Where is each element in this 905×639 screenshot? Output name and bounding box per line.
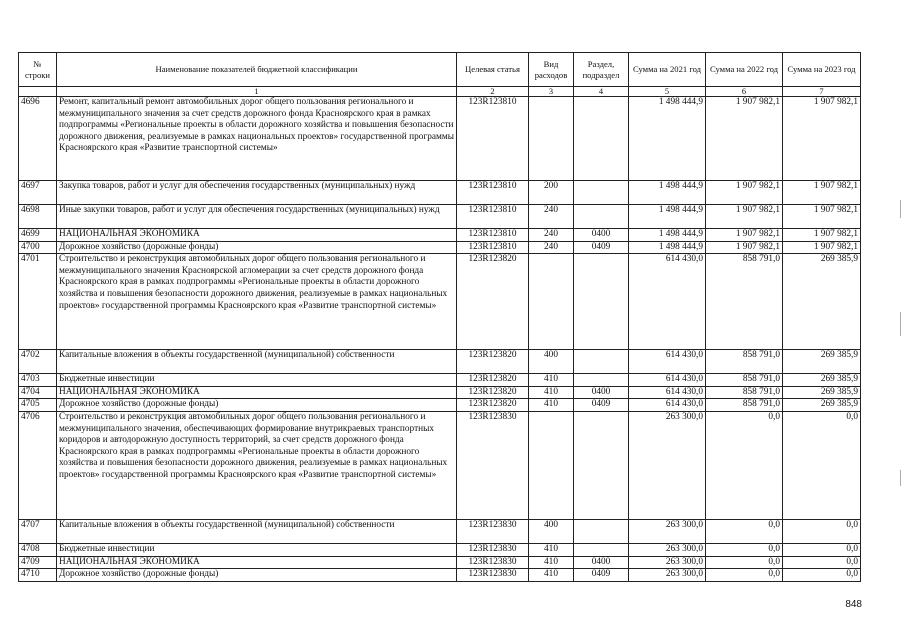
- cell-name: Бюджетные инвестиции: [57, 374, 457, 387]
- cell-target-article: 123R123830: [457, 543, 529, 556]
- column-number: 1: [57, 87, 457, 97]
- cell-target-article: 123R123810: [457, 205, 529, 229]
- cell-name: Капитальные вложения в объекты государственной (муниципальной) собственности: [57, 350, 457, 374]
- cell-sum-2022: 0,0: [706, 411, 783, 519]
- cell-sum-2023: 0,0: [783, 556, 861, 569]
- header-section: Раздел, подраздел: [574, 53, 629, 87]
- table-row: [19, 411, 861, 519]
- cell-target-article: 123R123810: [457, 241, 529, 254]
- cell-name: НАЦИОНАЛЬНАЯ ЭКОНОМИКА: [57, 229, 457, 242]
- column-number: 6: [706, 87, 783, 97]
- cell-sum-2023: 1 907 982,1: [783, 241, 861, 254]
- cell-row-no: 4696: [19, 97, 57, 181]
- cell-sum-2022: 1 907 982,1: [706, 241, 783, 254]
- header-sum-2022: Сумма на 2022 год: [706, 53, 783, 87]
- cell-row-no: 4697: [19, 181, 57, 205]
- cell-sum-2022: 858 791,0: [706, 350, 783, 374]
- cell-section: 0400: [574, 386, 629, 399]
- cell-row-no: 4702: [19, 350, 57, 374]
- cell-name: Иные закупки товаров, работ и услуг для обеспечения государственных (муниципальных) нужд: [57, 205, 457, 229]
- cell-target-article: 123R123820: [457, 374, 529, 387]
- cell-row-no: 4704: [19, 386, 57, 399]
- cell-name: Капитальные вложения в объекты государственной (муниципальной) собственности: [57, 519, 457, 543]
- cell-sum-2023: 1 907 982,1: [783, 181, 861, 205]
- cell-sum-2021: 263 300,0: [629, 569, 706, 582]
- cell-target-article: 123R123810: [457, 181, 529, 205]
- cell-sum-2022: 0,0: [706, 569, 783, 582]
- scan-edge-mark: [900, 200, 901, 218]
- cell-row-no: 4700: [19, 241, 57, 254]
- cell-sum-2021: 614 430,0: [629, 350, 706, 374]
- table-row: [19, 519, 861, 543]
- cell-name: Дорожное хозяйство (дорожные фонды): [57, 569, 457, 582]
- cell-expense-type: 400: [529, 519, 574, 543]
- cell-row-no: 4707: [19, 519, 57, 543]
- page-number: 848: [845, 599, 862, 610]
- cell-section: [574, 97, 629, 181]
- cell-target-article: 123R123820: [457, 254, 529, 350]
- cell-sum-2021: 1 498 444,9: [629, 97, 706, 181]
- cell-name: Строительство и реконструкция автомобильных дорог общего пользования регионального и межмуниципального значения Красноярской агломерации за счет средств дорожного фонда Красноярского края в рамках подпрограммы «Региональные проекты в области дорожного хозяйства и повышения безопасности дорожного движения, реализуемые в рамках национальных проектов» государственной программы Красноярского края «Развитие транспортной системы»: [57, 254, 457, 350]
- cell-section: [574, 519, 629, 543]
- cell-sum-2022: 1 907 982,1: [706, 97, 783, 181]
- cell-name: НАЦИОНАЛЬНАЯ ЭКОНОМИКА: [57, 386, 457, 399]
- cell-row-no: 4705: [19, 399, 57, 412]
- cell-name: Строительство и реконструкция автомобильных дорог общего пользования регионального и межмуниципального значения, обеспечивающих формирование внутрикраевых транспортных коридоров и автодорожную доступность территорий, за счет средств дорожного фонда Красноярского края в рамках подпрограммы «Региональные проекты в области дорожного хозяйства и повышения безопасности дорожного движения, реализуемые в рамках национальных проектов» государственной программы Красноярского края «Развитие транспортной системы»: [57, 411, 457, 519]
- cell-sum-2023: 0,0: [783, 411, 861, 519]
- cell-sum-2021: 614 430,0: [629, 374, 706, 387]
- cell-expense-type: 410: [529, 556, 574, 569]
- cell-row-no: 4703: [19, 374, 57, 387]
- cell-expense-type: [529, 411, 574, 519]
- cell-sum-2022: 858 791,0: [706, 374, 783, 387]
- cell-sum-2023: 269 385,9: [783, 374, 861, 387]
- scan-edge-mark: [900, 312, 901, 336]
- cell-row-no: 4699: [19, 229, 57, 242]
- cell-sum-2023: 269 385,9: [783, 254, 861, 350]
- cell-sum-2022: 1 907 982,1: [706, 181, 783, 205]
- table-row: [19, 205, 861, 229]
- header-sum-2021: Сумма на 2021 год: [629, 53, 706, 87]
- column-number-blank: [19, 87, 57, 97]
- header-row-no: № строки: [19, 53, 57, 87]
- cell-sum-2021: 263 300,0: [629, 519, 706, 543]
- cell-sum-2021: 614 430,0: [629, 399, 706, 412]
- table-row: [19, 374, 861, 387]
- cell-sum-2021: 1 498 444,9: [629, 241, 706, 254]
- cell-sum-2023: 1 907 982,1: [783, 97, 861, 181]
- cell-expense-type: 400: [529, 350, 574, 374]
- header-sum-2023: Сумма на 2023 год: [783, 53, 861, 87]
- table-row: [19, 543, 861, 556]
- cell-target-article: 123R123830: [457, 569, 529, 582]
- cell-target-article: 123R123830: [457, 519, 529, 543]
- cell-sum-2023: 269 385,9: [783, 386, 861, 399]
- cell-target-article: 123R123810: [457, 229, 529, 242]
- table-row: [19, 254, 861, 350]
- cell-expense-type: 410: [529, 399, 574, 412]
- header-target-article: Целевая статья: [457, 53, 529, 87]
- cell-section: [574, 543, 629, 556]
- cell-target-article: 123R123820: [457, 386, 529, 399]
- cell-target-article: 123R123830: [457, 556, 529, 569]
- cell-row-no: 4710: [19, 569, 57, 582]
- cell-sum-2022: 858 791,0: [706, 254, 783, 350]
- cell-section: [574, 205, 629, 229]
- cell-sum-2021: 1 498 444,9: [629, 205, 706, 229]
- budget-table: [18, 52, 861, 582]
- cell-sum-2022: 858 791,0: [706, 399, 783, 412]
- cell-name: Бюджетные инвестиции: [57, 543, 457, 556]
- cell-sum-2021: 263 300,0: [629, 411, 706, 519]
- cell-sum-2023: 0,0: [783, 519, 861, 543]
- cell-sum-2023: 0,0: [783, 569, 861, 582]
- cell-sum-2022: 1 907 982,1: [706, 205, 783, 229]
- cell-expense-type: 410: [529, 543, 574, 556]
- cell-name: Закупка товаров, работ и услуг для обеспечения государственных (муниципальных) нужд: [57, 181, 457, 205]
- cell-expense-type: [529, 97, 574, 181]
- cell-sum-2021: 263 300,0: [629, 556, 706, 569]
- cell-name: Дорожное хозяйство (дорожные фонды): [57, 399, 457, 412]
- cell-sum-2023: 1 907 982,1: [783, 229, 861, 242]
- cell-sum-2022: 1 907 982,1: [706, 229, 783, 242]
- table-row: [19, 569, 861, 582]
- table-row: [19, 556, 861, 569]
- table-row: [19, 181, 861, 205]
- column-number-row: [19, 87, 861, 97]
- cell-expense-type: 410: [529, 374, 574, 387]
- cell-sum-2023: 269 385,9: [783, 399, 861, 412]
- table-row: [19, 350, 861, 374]
- cell-sum-2022: 0,0: [706, 556, 783, 569]
- column-number: 5: [629, 87, 706, 97]
- cell-name: Ремонт, капитальный ремонт автомобильных дорог общего пользования регионального и межмуниципального значения за счет средств дорожного фонда Красноярского края в рамках подпрограммы «Региональные проекты в области дорожного хозяйства и повышения безопасности дорожного движения, реализуемые в рамках национальных проектов» государственной программы Красноярского края «Развитие транспортной системы»: [57, 97, 457, 181]
- cell-sum-2023: 269 385,9: [783, 350, 861, 374]
- table-row: [19, 229, 861, 242]
- cell-sum-2021: 614 430,0: [629, 386, 706, 399]
- cell-section: 0409: [574, 569, 629, 582]
- column-number: 4: [574, 87, 629, 97]
- cell-expense-type: 410: [529, 386, 574, 399]
- table-row: [19, 386, 861, 399]
- cell-row-no: 4701: [19, 254, 57, 350]
- cell-sum-2022: 0,0: [706, 543, 783, 556]
- cell-section: [574, 254, 629, 350]
- table-row: [19, 399, 861, 412]
- table-row: [19, 97, 861, 181]
- cell-row-no: 4706: [19, 411, 57, 519]
- cell-sum-2021: 1 498 444,9: [629, 181, 706, 205]
- table-row: [19, 241, 861, 254]
- cell-expense-type: [529, 254, 574, 350]
- cell-sum-2021: 614 430,0: [629, 254, 706, 350]
- cell-target-article: 123R123830: [457, 411, 529, 519]
- header-expense-type: Вид расходов: [529, 53, 574, 87]
- cell-name: Дорожное хозяйство (дорожные фонды): [57, 241, 457, 254]
- column-number: 3: [529, 87, 574, 97]
- cell-expense-type: 240: [529, 205, 574, 229]
- cell-expense-type: 240: [529, 241, 574, 254]
- table-body: [19, 97, 861, 582]
- header-name: Наименование показателей бюджетной классификации: [57, 53, 457, 87]
- cell-target-article: 123R123810: [457, 97, 529, 181]
- cell-target-article: 123R123820: [457, 399, 529, 412]
- cell-section: [574, 411, 629, 519]
- column-number: 7: [783, 87, 861, 97]
- cell-sum-2023: 1 907 982,1: [783, 205, 861, 229]
- cell-section: [574, 374, 629, 387]
- cell-section: [574, 181, 629, 205]
- cell-sum-2021: 1 498 444,9: [629, 229, 706, 242]
- cell-sum-2021: 263 300,0: [629, 543, 706, 556]
- scan-edge-mark: [900, 470, 901, 486]
- cell-expense-type: 240: [529, 229, 574, 242]
- cell-sum-2023: 0,0: [783, 543, 861, 556]
- cell-target-article: 123R123820: [457, 350, 529, 374]
- column-number: 2: [457, 87, 529, 97]
- cell-row-no: 4708: [19, 543, 57, 556]
- cell-expense-type: 200: [529, 181, 574, 205]
- cell-name: НАЦИОНАЛЬНАЯ ЭКОНОМИКА: [57, 556, 457, 569]
- cell-sum-2022: 0,0: [706, 519, 783, 543]
- cell-section: 0400: [574, 556, 629, 569]
- cell-expense-type: 410: [529, 569, 574, 582]
- table-header: [19, 53, 861, 97]
- cell-section: [574, 350, 629, 374]
- cell-section: 0409: [574, 399, 629, 412]
- cell-section: 0400: [574, 229, 629, 242]
- cell-row-no: 4709: [19, 556, 57, 569]
- cell-row-no: 4698: [19, 205, 57, 229]
- cell-section: 0409: [574, 241, 629, 254]
- cell-sum-2022: 858 791,0: [706, 386, 783, 399]
